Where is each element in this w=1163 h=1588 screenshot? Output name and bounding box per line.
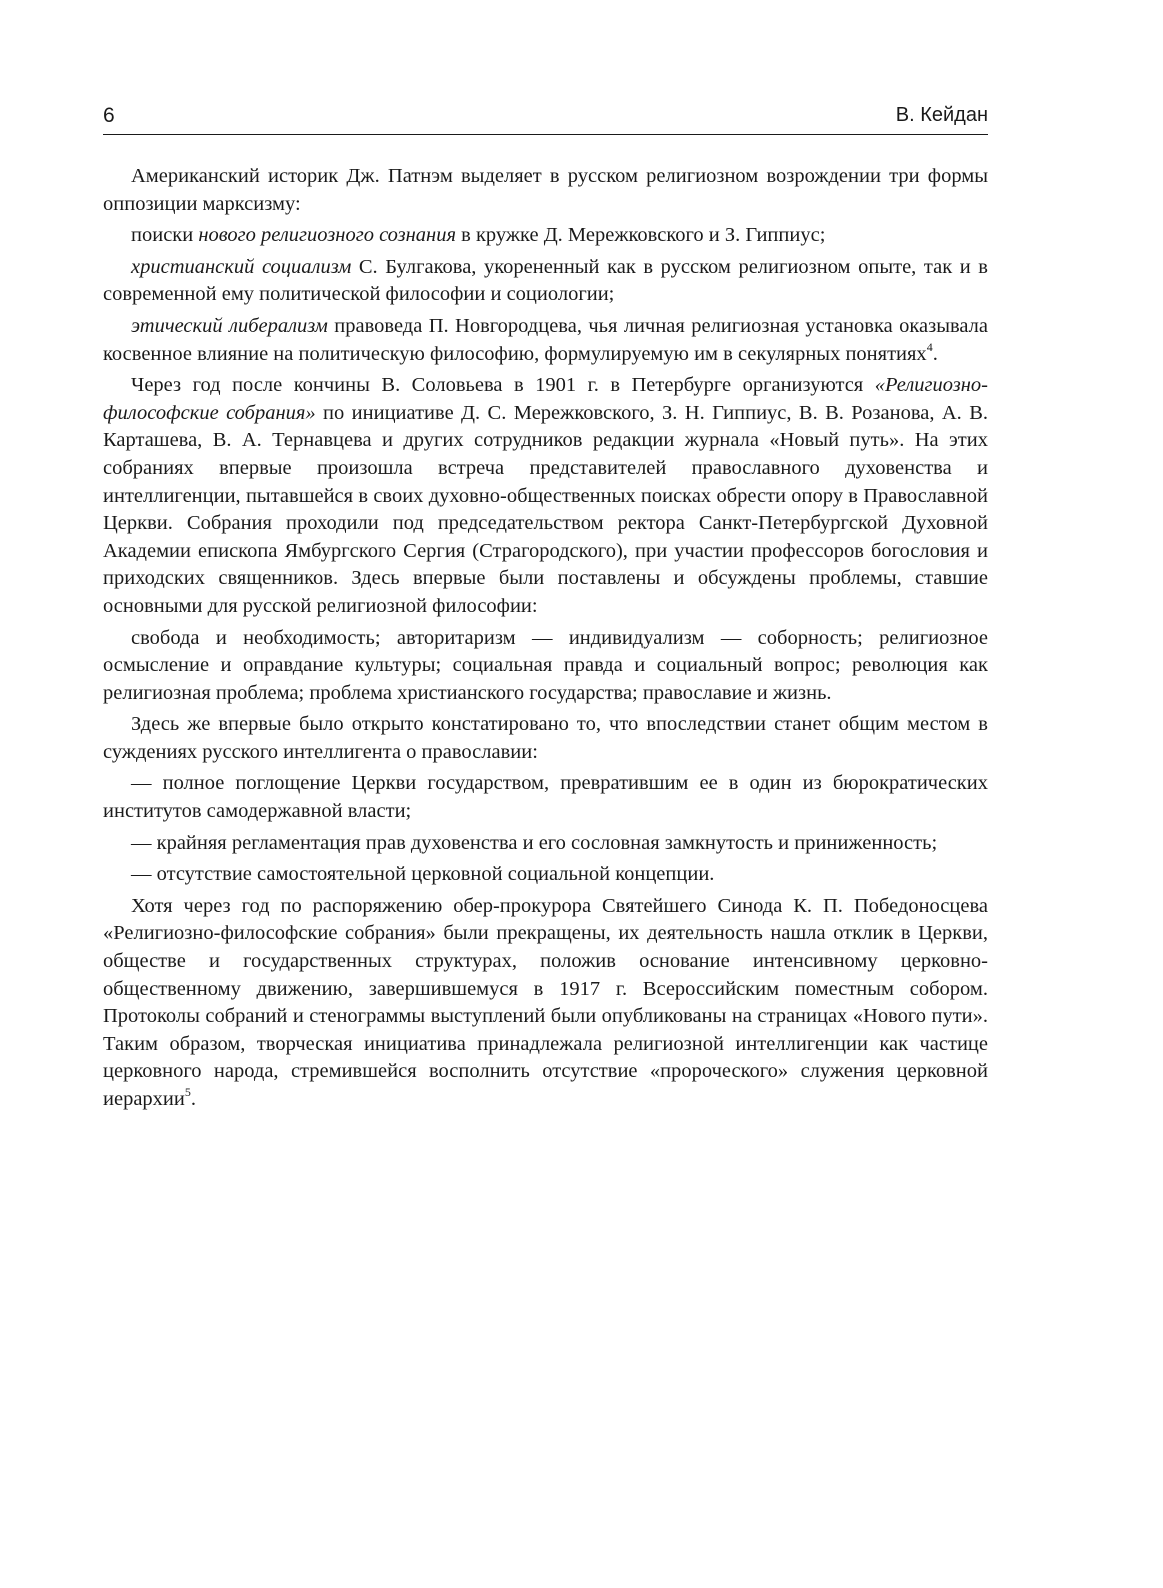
text-run: в кружке Д. Мережковского и З. Гиппиус; (456, 224, 826, 247)
text-run: . (932, 342, 938, 365)
italic-term: этический либерализм (131, 314, 328, 337)
page-number: 6 (103, 104, 115, 127)
paragraph (103, 222, 988, 250)
paragraph: — крайняя регламентация прав духовенства и его сословная замкнутость и приниженность; (131, 831, 938, 854)
paragraph (103, 254, 988, 309)
running-head-author: В. Кейдан (895, 104, 988, 126)
text-run: Через год после кончины В. Соловьева в 1901 г. в Петербурге организуются (131, 374, 875, 397)
text-run: поиски (131, 224, 199, 247)
text-run: Хотя через год по распоряжению обер-прокурора Святейшего Синода К. П. Победоносцева «Религиозно-философские собрания» были прекращены, их деятельность нашла отклик в Церкви, обществе и государственных структурах, положив основание интенсивному церковно-общественному движению, завершившемуся в 1917 г. Всероссийским поместным собором. Протоколы собраний и стенограммы выступлений были опубликованы на страницах «Нового пути». Таким образом, творческая инициатива принадлежала религиозной интеллигенции как частице церковного народа, стремившейся восполнить отсутствие «пророческого» служения церковной иерархии (103, 894, 988, 1110)
text-run: . (190, 1088, 196, 1110)
italic-term: нового религиозного сознания (198, 224, 457, 247)
paragraph: свобода и необходимость; авторитаризм — индивидуализм — соборность; религиозное осмысление и оправдание культуры; социальная правда и социальный вопрос; революция как религиозная проблема; проблема христианского государства; православие и жизнь. (103, 626, 988, 704)
paragraph: — отсутствие самостоятельной церковной социальной концепции. (131, 863, 715, 886)
italic-term: христианский социализм (131, 255, 352, 278)
paragraph (103, 893, 988, 1114)
paragraph: Американский историк Дж. Патнэм выделяет в русском религиозном возрождении три формы оппозиции марксизму: (103, 165, 988, 215)
text-run: по инициативе Д. С. Мережковского, З. Н. Гиппиус, В. В. Розанова, А. В. Карташева, В. А. Тернавцева и других сотрудников редакции журнала «Новый путь». На этих собраниях впервые произошла встреча представителей православного духовенства и интеллигенции, пытавшейся в своих духовно-общественных поисках обрести опору в Православной Церкви. Собрания проходили под председательством ректора Санкт-Петербургской Духовной Академии епископа Ямбургского Сергия (Страгородского), при участии профессоров богословия и приходских священников. Здесь впервые были поставлены и обсуждены проблемы, ставшие основными для русской религиозной философии: (103, 401, 988, 617)
text-run: С. Булгакова, укорененный как в русском религиозном опыте, так и в современной ему политической философии и социологии; (103, 255, 988, 306)
paragraph (103, 313, 988, 368)
paragraph (103, 372, 988, 620)
footnote-ref: 4 (926, 339, 933, 354)
footnote-ref: 5 (184, 1085, 191, 1099)
paragraph: Здесь же впервые было открыто констатировано то, что впоследствии станет общим местом в суждениях русского интеллигента о православии: (103, 713, 988, 763)
text-run: правоведа П. Новгородцева, чья личная религиозная установка оказывала косвенное влияние на политическую философию, формулируемую им в секулярных понятиях (103, 314, 988, 365)
running-header (103, 104, 988, 135)
paragraph: — полное поглощение Церкви государством, превратившим ее в один из бюрократических институтов самодержавной власти; (103, 772, 988, 823)
italic-term: «Религиозно-философские собрания» (103, 374, 988, 424)
body-text (103, 163, 988, 1114)
